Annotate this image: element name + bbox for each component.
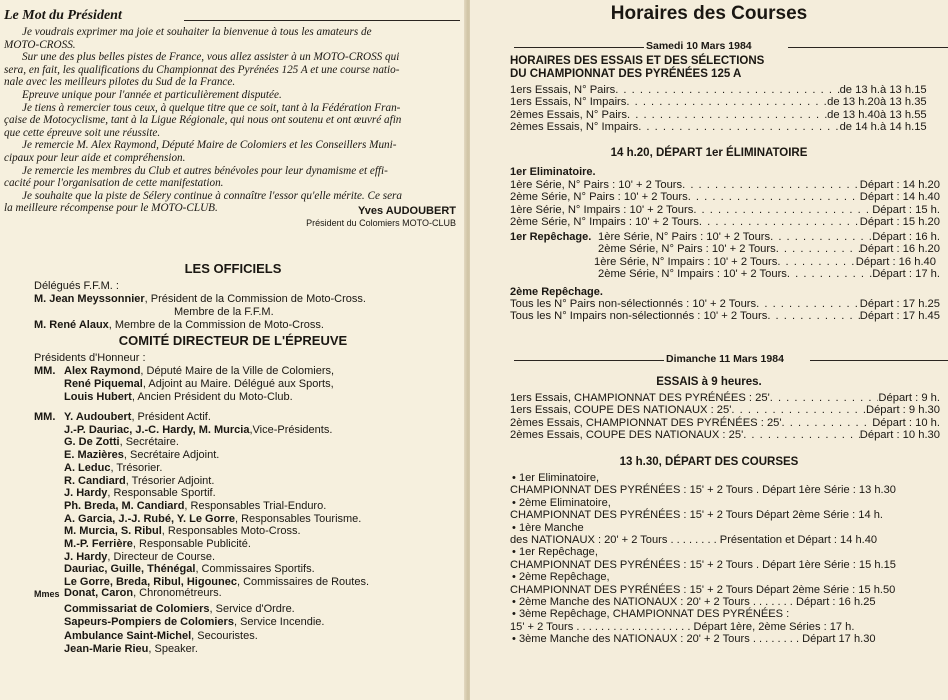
person-name: J.-P. Dauriac, J.-C. Hardy, M. Murcia	[64, 423, 250, 436]
schedule-label: 2èmes Essais, COUPE DES NATIONAUX : 25'	[510, 428, 744, 441]
person-row	[64, 525, 301, 537]
dim-essais-title: ESSAIS à 9 heures.	[656, 376, 762, 388]
rep1-label: 1er Repêchage.	[510, 231, 592, 243]
leader-dots	[767, 310, 859, 322]
schedule-label: 1ers Essais, CHAMPIONNAT DES PYRÉNÉES : 25'	[510, 392, 770, 404]
essai-to: à 13 h.55	[880, 108, 927, 121]
essai-to: à 13 h.35	[880, 96, 927, 109]
person-role: , Responsable Sportif.	[107, 487, 216, 500]
dimanche-date: Dimanche 11 Mars 1984	[666, 353, 784, 365]
schedule-time: Départ : 10 h.	[872, 416, 940, 429]
person-role: , Secouristes.	[191, 629, 258, 642]
course-line: • 1er Repêchage,	[512, 546, 598, 559]
mot-line: Je tiens à remercier tous ceux, à quelque titre que ce soit, tant à la Fédération Fran-	[22, 101, 401, 114]
presidents-label: Présidents d'Honneur :	[34, 352, 146, 364]
essai-label: 2èmes Essais, N° Pairs	[510, 108, 628, 121]
person-name: Ambulance Saint-Michel	[64, 629, 192, 642]
course-line: • 2ème Repêchage,	[512, 571, 610, 584]
schedule-time: Départ : 17 h.45	[859, 310, 940, 323]
person-row	[34, 293, 366, 305]
schedule-time: Départ : 16 h.20	[859, 243, 940, 256]
mot-line: la meilleure récompense pour le MOTO-CLUB.	[4, 202, 218, 215]
person-name: E. Mazières	[64, 449, 124, 462]
person-row	[64, 449, 219, 461]
person-name: Le Gorre, Breda, Ribul, Higounec	[64, 576, 237, 589]
person-role: , Président Actif.	[131, 411, 211, 423]
essai-label: 1ers Essais, N° Impairs	[510, 96, 627, 109]
schedule-label: Tous les N° Pairs non-sélectionnés : 10' + 2 Tours	[510, 298, 757, 310]
samedi-rule-left	[514, 47, 644, 48]
schedule-label: 1ère Série, N° Impairs : 10' + 2 Tours	[594, 255, 778, 268]
courses-title: 13 h.30, DÉPART DES COURSES	[619, 456, 799, 468]
schedule-label: 2ème Série, N° Impairs : 10' + 2 Tours	[598, 267, 787, 280]
samedi-heading-2: DU CHAMPIONNAT DES PYRÉNÉES 125 A	[510, 68, 742, 80]
course-line: • 3ème Manche des NATIONAUX : 20' + 2 Tours . . . . . . . . Départ 17 h.30	[512, 633, 876, 646]
schedule-row	[598, 231, 940, 243]
schedule-label: 1ers Essais, COUPE DES NATIONAUX : 25'	[510, 404, 732, 417]
course-line: • 2ème Eliminatoire,	[512, 496, 611, 509]
schedule-row	[510, 191, 940, 203]
person-role: , Secrétaire Adjoint.	[123, 449, 220, 462]
mot-line: çaise de Motocyclisme, tant à la Ligue Régionale, qui nous ont soutenu et ont œuvré afin	[4, 114, 402, 127]
person-name: G. De Zotti	[64, 436, 120, 449]
mot-line: MOTO-CROSS.	[4, 38, 76, 51]
person-name: A. Leduc	[64, 461, 111, 474]
leader-dots	[770, 392, 879, 404]
schedule-row	[510, 417, 940, 429]
person-row	[34, 319, 324, 331]
essai-label: 1ers Essais, N° Pairs	[510, 84, 616, 96]
leader-dots	[787, 268, 872, 280]
course-line: • 3ème Repêchage, CHAMPIONNAT DES PYRÉNÉES :	[512, 608, 790, 621]
comite-title: COMITÉ DIRECTEUR DE L'ÉPREUVE	[118, 333, 348, 348]
person-row	[64, 630, 258, 642]
person-role: , Speaker.	[148, 642, 198, 655]
schedule-label: 2ème Série, N° Pairs : 10' + 2 Tours	[510, 191, 688, 204]
schedule-time: Départ : 14 h.20	[859, 179, 940, 191]
officiels-title: LES OFFICIELS	[184, 261, 282, 276]
person-name: J. Hardy	[64, 550, 108, 563]
mot-line: Je remercie M. Alex Raymond, Député Maire de Colomiers et les Conseillers Muni-	[22, 139, 397, 152]
leader-dots	[626, 96, 827, 108]
schedule-row	[510, 179, 940, 191]
person-row	[64, 603, 295, 615]
person-name: Alex Raymond	[64, 365, 141, 377]
person-row	[64, 378, 334, 390]
person-name: A. Garcia, J.-J. Rubé, Y. Le Gorre	[64, 512, 235, 525]
person-role: , Responsable Publicité.	[132, 538, 251, 550]
mot-line: cipaux pour leur aide et compréhension.	[4, 152, 186, 164]
schedule-label: 1ère Série, N° Pairs : 10' + 2 Tours	[598, 231, 771, 243]
person-role: , Chronométreurs.	[133, 587, 222, 599]
schedule-label: 1ère Série, N° Impairs : 10' + 2 Tours	[510, 203, 694, 216]
essai-row	[510, 109, 880, 121]
delegues-label: Délégués F.F.M. :	[34, 280, 119, 292]
person-role: Membre de la F.F.M.	[174, 306, 274, 318]
essai-to: à 13 h.15	[880, 84, 927, 96]
course-line: CHAMPIONNAT DES PYRÉNÉES : 15' + 2 Tours Départ 2ème Série : 15 h.50	[510, 583, 896, 596]
mot-line: nale avec les meilleurs pilotes du Sud de la France.	[4, 76, 236, 89]
person-row	[64, 391, 293, 403]
leader-dots	[638, 121, 839, 133]
leader-dots	[756, 298, 860, 310]
signature-title: Président du Colomiers MOTO-CLUB	[306, 218, 456, 228]
schedule-label: 1ère Série, N° Pairs : 10' + 2 Tours	[510, 179, 683, 191]
course-line: • 1er Eliminatoire,	[512, 472, 600, 484]
essai-row	[510, 121, 880, 133]
mot-line: sera, en fait, les qualifications du Championnat des Pyrénées 125 A et une course natio-	[4, 63, 400, 76]
samedi-rule-right	[788, 47, 948, 48]
elim-label: 1er Eliminatoire.	[510, 166, 596, 178]
leader-dots	[699, 216, 860, 228]
depart-title: 14 h.20, DÉPART 1er ÉLIMINATOIRE	[610, 147, 808, 159]
person-name: Dauriac, Guille, Thénégal	[64, 563, 196, 576]
schedule-time: Départ : 9 h.	[878, 392, 940, 404]
leader-dots	[777, 256, 855, 268]
schedule-time: Départ : 9 h.30	[865, 404, 940, 417]
mmes-prefix: Mmes	[34, 589, 60, 599]
person-role: ,Vice-Présidents.	[249, 423, 333, 436]
person-row	[64, 500, 326, 512]
person-role: , Commissaires de Routes.	[236, 576, 370, 589]
person-name: René Piquemal	[64, 378, 143, 391]
essai-from: de 14 h.	[839, 120, 880, 133]
course-line: CHAMPIONNAT DES PYRÉNÉES : 15' + 2 Tours . Départ 1ère Série : 13 h.30	[510, 484, 896, 497]
left-page	[0, 0, 466, 700]
course-line: CHAMPIONNAT DES PYRÉNÉES : 15' + 2 Tours . Départ 1ère Série : 15 h.15	[510, 558, 896, 571]
person-role: , Président de la Commission de Moto-Cross.	[144, 293, 366, 305]
schedule-row	[510, 429, 940, 441]
schedule-row	[510, 298, 940, 310]
schedule-row	[598, 243, 940, 255]
signature-name: Yves AUDOUBERT	[357, 205, 456, 217]
leader-dots	[627, 109, 827, 121]
schedule-time: Départ : 17 h.	[872, 267, 940, 280]
person-name: Commissariat de Colomiers	[64, 603, 210, 615]
schedule-row	[510, 216, 940, 228]
schedule-label: 2èmes Essais, CHAMPIONNAT DES PYRÉNÉES : 25'	[510, 416, 782, 429]
person-name: Jean-Marie Rieu	[64, 642, 149, 655]
leader-dots	[776, 243, 860, 255]
person-row	[64, 538, 251, 550]
schedule-time: Départ : 16 h.	[872, 231, 940, 243]
person-name: R. Candiard	[64, 474, 126, 487]
person-role: , Responsables Trial-Enduro.	[184, 499, 327, 512]
essai-from: de 13 h.40	[827, 108, 880, 121]
person-role: , Député Maire de la Ville de Colomiers,	[140, 365, 335, 377]
course-line: • 2ème Manche des NATIONAUX : 20' + 2 Tours . . . . . . . Départ : 16 h.25	[512, 596, 876, 608]
schedule-row	[510, 404, 940, 416]
person-row	[64, 411, 211, 423]
person-role: , Responsables Moto-Cross.	[161, 525, 301, 538]
schedule-label: 2ème Série, N° Pairs : 10' + 2 Tours	[598, 243, 776, 256]
person-name: M. Murcia, S. Ribul	[64, 525, 162, 538]
person-name: Y. Audoubert	[64, 411, 132, 423]
samedi-date: Samedi 10 Mars 1984	[646, 40, 752, 52]
person-role: , Responsables Tourisme.	[234, 512, 362, 525]
person-role: , Secrétaire.	[119, 436, 179, 449]
person-role: , Membre de la Commission de Moto-Cross.	[108, 319, 324, 331]
person-role: , Commissaires Sportifs.	[195, 563, 315, 576]
mot-line: que cette épreuve soit une réussite.	[4, 126, 161, 139]
mot-title: Le Mot du Président	[4, 8, 122, 23]
schedule-time: Départ : 14 h.40	[859, 191, 940, 204]
essai-from: de 13 h.	[839, 84, 880, 96]
rep2-label: 2ème Repêchage.	[510, 286, 603, 298]
essai-to: à 14 h.15	[880, 120, 927, 133]
person-role: , Service d'Ordre.	[209, 603, 295, 615]
person-role: , Directeur de Course.	[107, 550, 216, 563]
person-role: , Adjoint au Maire. Délégué aux Sports,	[142, 378, 334, 391]
schedule-row	[594, 256, 936, 268]
person-name: Ph. Breda, M. Candiard	[64, 499, 185, 512]
person-row	[64, 462, 162, 474]
schedule-label: Tous les N° Impairs non-sélectionnés : 10' + 2 Tours	[510, 310, 768, 323]
leader-dots	[688, 191, 860, 203]
person-row	[64, 513, 361, 525]
person-name: Sapeurs-Pompiers de Colomiers	[64, 616, 234, 629]
horaires-title: Horaires des Courses	[610, 3, 808, 24]
mot-line: Je voudrais exprimer ma joie et souhaiter la bienvenue à tous les amateurs de	[22, 26, 372, 38]
person-row	[64, 643, 198, 655]
person-row	[64, 551, 215, 563]
person-row	[64, 475, 214, 487]
leader-dots	[743, 429, 860, 441]
person-name: J. Hardy	[64, 487, 108, 500]
person-row	[64, 487, 216, 499]
dimanche-rule-left	[514, 360, 664, 361]
essai-label: 2èmes Essais, N° Impairs	[510, 120, 639, 133]
person-row	[174, 306, 274, 318]
mot-line: Je remercie les membres du Club et autres bénévoles pour leur dynamisme et effi-	[22, 164, 388, 177]
mot-line: cacité pour l'organisation de cette manifestation.	[4, 177, 224, 190]
mm-prefix-1: MM.	[34, 365, 56, 377]
person-name: M. Jean Meyssonnier	[34, 293, 145, 305]
person-name: Louis Hubert	[64, 391, 132, 404]
leader-dots	[615, 84, 839, 96]
schedule-row	[598, 268, 940, 280]
schedule-time: Départ : 10 h.30	[859, 428, 940, 441]
person-row	[64, 563, 315, 575]
samedi-heading-1: HORAIRES DES ESSAIS ET DES SÉLECTIONS	[510, 55, 765, 67]
leader-dots	[782, 417, 873, 429]
schedule-row	[510, 310, 940, 322]
course-line: • 1ère Manche	[512, 521, 584, 534]
person-row	[64, 424, 332, 436]
mot-line: Epreuve unique pour l'année et particulièrement disputée.	[22, 89, 282, 101]
course-line: des NATIONAUX : 20' + 2 Tours . . . . . . . . Présentation et Départ : 14 h.40	[510, 534, 878, 546]
dimanche-rule-right	[810, 360, 948, 361]
leader-dots	[770, 231, 872, 243]
essai-from: de 13 h.20	[827, 96, 880, 109]
schedule-row	[510, 392, 940, 404]
person-role: , Ancien Président du Moto-Club.	[131, 391, 293, 404]
right-page	[470, 0, 948, 700]
person-row	[64, 436, 179, 448]
schedule-time: Départ : 16 h.40	[855, 255, 936, 268]
person-row	[64, 365, 334, 377]
mot-line: Je souhaite que la piste de Sélery continue à connaître l'essor qu'elle mérite. Ce sera	[22, 189, 402, 202]
essai-row	[510, 84, 880, 96]
schedule-time: Départ : 15 h.	[872, 203, 940, 216]
schedule-time: Départ : 15 h.20	[859, 215, 940, 228]
course-line: CHAMPIONNAT DES PYRÉNÉES : 15' + 2 Tours Départ 2ème Série : 14 h.	[510, 509, 883, 522]
person-row	[64, 587, 222, 599]
schedule-label: 2ème Série, N° Impairs : 10' + 2 Tours	[510, 215, 699, 228]
mot-line: Sur une des plus belles pistes de France, vous allez assister à un MOTO-CROSS qui	[22, 51, 400, 64]
person-row	[64, 616, 324, 628]
leader-dots	[682, 179, 860, 191]
essai-row	[510, 96, 880, 108]
person-name: Donat, Caron	[64, 587, 134, 599]
mm-prefix-2: MM.	[34, 411, 56, 423]
schedule-time: Départ : 17 h.25	[859, 298, 940, 310]
schedule-row	[510, 204, 940, 216]
leader-dots	[731, 404, 866, 416]
course-line: 15' + 2 Tours . . . . . . . . . . . . . . . . . . . Départ 1ère, 2ème Séries : 17 h.	[510, 620, 855, 633]
mot-title-rule	[184, 20, 460, 21]
leader-dots	[693, 204, 872, 216]
person-name: M.-P. Ferrière	[64, 538, 133, 550]
person-role: , Trésorier Adjoint.	[125, 474, 215, 487]
person-role: , Service Incendie.	[233, 616, 325, 629]
person-name: M. René Alaux	[34, 319, 109, 331]
person-role: , Trésorier.	[110, 461, 163, 474]
